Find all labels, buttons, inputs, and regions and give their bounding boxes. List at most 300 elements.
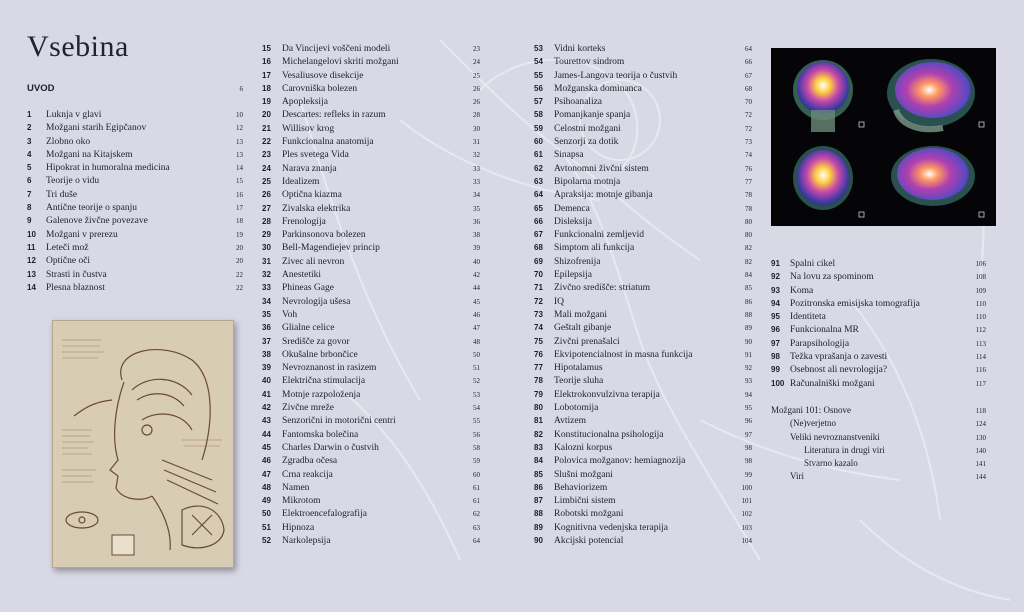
chapter-title: Kognitivna vedenjska terapija	[554, 522, 668, 533]
page-number: 110	[975, 313, 986, 322]
page-number: 44	[473, 284, 480, 293]
appendix-entry[interactable]	[771, 432, 986, 445]
chapter-number: 2	[27, 123, 32, 133]
chapter-number: 96	[771, 325, 780, 335]
appendix-entry[interactable]	[771, 405, 986, 418]
chapter-number: 21	[262, 123, 271, 133]
toc-entry[interactable]	[534, 257, 752, 270]
chapter-title: Idealizem	[282, 176, 320, 187]
page-number: 18	[236, 217, 243, 226]
chapter-number: 40	[262, 376, 271, 386]
chapter-title: Frenologija	[282, 216, 326, 227]
toc-column-3	[534, 44, 752, 549]
chapter-title: Mali možgani	[554, 309, 608, 320]
page-number: 80	[745, 231, 752, 240]
chapter-title: Mikrotom	[282, 496, 321, 507]
chapter-number: 34	[262, 296, 271, 306]
chapter-number: 17	[262, 70, 271, 80]
page-number: 16	[236, 190, 243, 199]
toc-entry[interactable]	[262, 97, 480, 110]
toc-entry[interactable]	[262, 376, 480, 389]
chapter-number: 16	[262, 57, 271, 67]
chapter-title: Apopleksija	[282, 97, 328, 108]
chapter-title: Električna stimulacija	[282, 376, 366, 387]
chapter-number: 60	[534, 137, 543, 147]
page-number: 93	[745, 377, 752, 386]
chapter-title: Tourettov sindrom	[554, 57, 625, 68]
chapter-number: 62	[534, 163, 543, 173]
chapter-title: Težka vprašanja o zavesti	[790, 352, 888, 363]
page-number: 70	[745, 98, 752, 107]
appendix-title: (Ne)verjetno	[790, 418, 836, 429]
toc-entry[interactable]	[534, 403, 752, 416]
toc-entry[interactable]	[534, 416, 752, 429]
chapter-title: Antične teorije o spanju	[46, 203, 138, 214]
chapter-title: Slušni možgani	[554, 469, 613, 480]
brain-scan-image	[771, 48, 996, 226]
chapter-number: 8	[27, 203, 32, 213]
chapter-number: 45	[262, 442, 271, 452]
toc-entry[interactable]	[262, 363, 480, 376]
page-number: 113	[975, 339, 986, 348]
toc-entry[interactable]	[27, 203, 243, 216]
page-number: 100	[741, 483, 752, 492]
chapter-title: Behaviorizem	[554, 482, 608, 493]
toc-entry[interactable]	[534, 150, 752, 163]
toc-entry[interactable]	[771, 286, 986, 299]
toc-entry[interactable]	[262, 483, 480, 496]
toc-entry[interactable]	[534, 110, 752, 123]
chapter-title: Živčne mreže	[282, 403, 334, 414]
chapter-number: 36	[262, 323, 271, 333]
toc-entry[interactable]	[534, 190, 752, 203]
toc-entry[interactable]	[262, 416, 480, 429]
toc-entry[interactable]	[534, 204, 752, 217]
toc-entry[interactable]	[27, 110, 243, 123]
toc-entry[interactable]	[262, 110, 480, 123]
page-number: 50	[473, 350, 480, 359]
chapter-number: 76	[534, 349, 543, 359]
page-number: 36	[473, 217, 480, 226]
appendix-entry[interactable]	[771, 418, 986, 431]
appendix-title: Veliki nevroznanstveniki	[790, 431, 880, 442]
toc-entry[interactable]	[262, 190, 480, 203]
toc-entry[interactable]	[27, 230, 243, 243]
toc-entry[interactable]	[534, 470, 752, 483]
page-number: 54	[473, 404, 480, 413]
toc-entry[interactable]	[534, 350, 752, 363]
toc-entry[interactable]	[262, 390, 480, 403]
toc-entry[interactable]	[534, 363, 752, 376]
toc-entry[interactable]	[534, 97, 752, 110]
chapter-number: 46	[262, 456, 271, 466]
page-number: 67	[745, 71, 752, 80]
page-number: 74	[745, 151, 752, 160]
page-number: 106	[975, 260, 986, 268]
toc-entry[interactable]	[771, 365, 986, 378]
page-number: 99	[745, 470, 752, 479]
toc-entry[interactable]	[262, 230, 480, 243]
toc-entry[interactable]	[534, 124, 752, 137]
chapter-title: Središče za govor	[282, 336, 350, 347]
chapter-number: 47	[262, 469, 271, 479]
toc-entry[interactable]	[262, 164, 480, 177]
page-number: 76	[745, 164, 752, 173]
chapter-number: 80	[534, 403, 543, 413]
toc-entry[interactable]	[534, 523, 752, 536]
page-number: 28	[473, 111, 480, 120]
chapter-title: Parapsihologija	[790, 338, 850, 349]
chapter-number: 27	[262, 203, 271, 213]
toc-entry[interactable]	[262, 456, 480, 469]
toc-entry[interactable]	[534, 177, 752, 190]
toc-entry[interactable]	[534, 297, 752, 310]
chapter-title: Bipolarna motnja	[554, 176, 621, 187]
toc-entry[interactable]	[534, 243, 752, 256]
page-number: 109	[975, 286, 986, 295]
toc-entry[interactable]	[534, 443, 752, 456]
chapter-number: 54	[534, 57, 543, 67]
page-number: 23	[473, 45, 480, 53]
page-number: 144	[975, 473, 986, 482]
toc-entry[interactable]	[771, 312, 986, 325]
toc-entry[interactable]	[262, 150, 480, 163]
chapter-title: Epilepsija	[554, 270, 592, 281]
page-number: 116	[975, 366, 986, 375]
chapter-number: 43	[262, 416, 271, 426]
chapter-number: 38	[262, 349, 271, 359]
chapter-number: 11	[27, 242, 36, 252]
chapter-number: 37	[262, 336, 271, 346]
page-number: 39	[473, 244, 480, 253]
toc-entry[interactable]	[771, 352, 986, 365]
chapter-title: Identiteta	[790, 312, 826, 323]
page-number: 90	[745, 337, 752, 346]
chapter-title: Motnje razpoloženja	[282, 389, 361, 400]
toc-entry[interactable]	[262, 71, 480, 84]
page-number: 42	[473, 271, 480, 280]
chapter-number: 99	[771, 365, 780, 375]
toc-entry[interactable]	[27, 123, 243, 136]
chapter-number: 14	[27, 282, 36, 292]
chapter-number: 31	[262, 256, 271, 266]
chapter-number: 23	[262, 150, 271, 160]
page-number: 88	[745, 310, 752, 319]
page-number: 82	[745, 257, 752, 266]
page-number: 64	[745, 45, 752, 53]
toc-entry[interactable]	[27, 283, 243, 296]
page-number: 26	[473, 98, 480, 107]
toc-entry[interactable]	[771, 379, 986, 392]
toc-entry[interactable]	[534, 390, 752, 403]
chapter-number: 78	[534, 376, 543, 386]
toc-entry[interactable]	[262, 310, 480, 323]
chapter-title: Namen	[282, 482, 310, 493]
page-number: 13	[236, 137, 243, 146]
chapter-title: Črna reakcija	[282, 469, 333, 480]
chapter-title: Konstitucionalna psihologija	[554, 429, 664, 440]
toc-entry[interactable]	[262, 257, 480, 270]
chapter-title: Charles Darwin o čustvih	[282, 442, 379, 453]
chapter-title: Luknja v glavi	[46, 110, 102, 120]
page-number: 33	[473, 177, 480, 186]
toc-entry[interactable]	[534, 164, 752, 177]
page-number: 10	[236, 111, 243, 119]
page-number: 52	[473, 377, 480, 386]
chapter-title: James-Langova teorija o čustvih	[554, 70, 678, 81]
chapter-number: 79	[534, 389, 543, 399]
toc-entry[interactable]	[27, 176, 243, 189]
chapter-title: Disleksija	[554, 216, 592, 227]
page-number: 24	[473, 58, 480, 67]
appendix-entry[interactable]	[771, 471, 986, 484]
chapter-title: Spalni cikel	[790, 259, 836, 269]
toc-entry[interactable]	[534, 57, 752, 70]
toc-entry[interactable]	[534, 270, 752, 283]
page-number: 92	[745, 364, 752, 373]
page-number: 34	[473, 191, 480, 200]
page-number: 22	[236, 270, 243, 279]
chapter-title: Zlobno oko	[46, 136, 91, 147]
toc-entry[interactable]	[534, 337, 752, 350]
toc-entry[interactable]	[534, 456, 752, 469]
chapter-number: 73	[534, 309, 543, 319]
page-number: 61	[473, 497, 480, 506]
toc-entry[interactable]	[534, 310, 752, 323]
chapter-title: Vidni korteks	[554, 44, 606, 54]
toc-entry[interactable]	[771, 259, 986, 272]
chapter-number: 26	[262, 190, 271, 200]
toc-entry[interactable]	[27, 190, 243, 203]
toc-entry[interactable]	[27, 150, 243, 163]
appendix-title: Viri	[790, 471, 804, 482]
chapter-title: Shizofrenija	[554, 256, 601, 267]
chapter-number: 59	[534, 123, 543, 133]
page-number: 82	[745, 244, 752, 253]
appendix-entry[interactable]	[771, 445, 986, 458]
chapter-title: Anestetiki	[282, 270, 322, 281]
toc-entry[interactable]	[262, 283, 480, 296]
toc-entry[interactable]	[27, 216, 243, 229]
toc-entry[interactable]	[27, 256, 243, 269]
page-number: 64	[473, 536, 480, 545]
chapter-number: 71	[534, 283, 543, 293]
page-number: 89	[745, 324, 752, 333]
toc-entry[interactable]	[262, 270, 480, 283]
toc-entry[interactable]	[27, 270, 243, 283]
intro-page: 6	[239, 85, 243, 93]
chapter-number: 56	[534, 83, 543, 93]
toc-entry[interactable]	[262, 44, 480, 57]
chapter-number: 30	[262, 243, 271, 253]
chapter-title: Možgani v prerezu	[46, 229, 118, 240]
toc-entry[interactable]	[771, 272, 986, 285]
toc-entry[interactable]	[534, 483, 752, 496]
page-number: 101	[741, 497, 752, 506]
toc-entry[interactable]	[534, 496, 752, 509]
toc-entry[interactable]	[262, 323, 480, 336]
chapter-number: 92	[771, 272, 780, 282]
page-number: 86	[745, 297, 752, 306]
toc-entry[interactable]	[27, 137, 243, 150]
page-number: 59	[473, 457, 480, 466]
chapter-title: Hipotalamus	[554, 363, 603, 374]
chapter-number: 82	[534, 429, 543, 439]
chapter-number: 1	[27, 110, 32, 119]
toc-entry[interactable]	[262, 430, 480, 443]
chapter-number: 55	[534, 70, 543, 80]
chapter-number: 6	[27, 176, 32, 186]
toc-entry[interactable]	[262, 124, 480, 137]
toc-entry[interactable]	[262, 350, 480, 363]
chapter-title: Descartes: refleks in razum	[282, 110, 386, 121]
toc-entry[interactable]	[262, 217, 480, 230]
page-number: 91	[745, 350, 752, 359]
chapter-number: 4	[27, 149, 32, 159]
page-number: 130	[975, 433, 986, 442]
toc-entry[interactable]	[534, 44, 752, 57]
chapter-number: 49	[262, 496, 271, 506]
page-number: 35	[473, 204, 480, 213]
toc-entry[interactable]	[534, 84, 752, 97]
page-number: 96	[745, 417, 752, 426]
chapter-title: Glialne celice	[282, 323, 335, 334]
chapter-title: Phineas Gage	[282, 283, 334, 294]
toc-entry[interactable]	[262, 496, 480, 509]
chapter-number: 52	[262, 535, 271, 545]
chapter-title: Nevrologija ušesa	[282, 296, 351, 307]
page-number: 141	[975, 460, 986, 469]
toc-entry[interactable]	[534, 230, 752, 243]
toc-entry[interactable]	[27, 163, 243, 176]
chapter-number: 13	[27, 269, 36, 279]
toc-entry[interactable]	[262, 523, 480, 536]
toc-entry[interactable]	[534, 137, 752, 150]
toc-entry[interactable]	[262, 297, 480, 310]
toc-entry[interactable]	[534, 509, 752, 522]
chapter-title: IQ	[554, 296, 565, 307]
toc-entry[interactable]	[534, 376, 752, 389]
chapter-title: Funkcionalni zemljevid	[554, 230, 644, 241]
chapter-title: Živec ali nevron	[282, 256, 345, 267]
page-number: 98	[745, 457, 752, 466]
chapter-title: Voh	[282, 309, 298, 320]
chapter-number: 98	[771, 352, 780, 362]
page-number: 22	[236, 283, 243, 292]
chapter-title: Koma	[790, 285, 814, 296]
page-number: 38	[473, 231, 480, 240]
page-number: 25	[473, 71, 480, 80]
page-number: 72	[745, 124, 752, 133]
chapter-title: Čarovniška bolezen	[282, 83, 358, 94]
chapter-number: 7	[27, 189, 32, 199]
page-number: 98	[745, 443, 752, 452]
toc-entry[interactable]	[262, 137, 480, 150]
chapter-title: Robotski možgani	[554, 509, 624, 520]
toc-entry[interactable]	[262, 243, 480, 256]
toc-appendix	[771, 405, 986, 485]
toc-entry[interactable]	[262, 57, 480, 70]
page-number: 58	[473, 443, 480, 452]
chapter-title: Teorije o vidu	[46, 176, 100, 187]
chapter-number: 28	[262, 216, 271, 226]
toc-entry[interactable]	[534, 536, 752, 549]
toc-entry[interactable]	[534, 283, 752, 296]
page-number: 60	[473, 470, 480, 479]
chapter-number: 32	[262, 270, 271, 280]
chapter-title: Živalska elektrika	[282, 203, 351, 214]
chapter-title: Funkcionalna anatomija	[282, 137, 374, 148]
chapter-title: Narava znanja	[282, 163, 337, 174]
toc-entry[interactable]	[262, 536, 480, 549]
toc-entry[interactable]	[262, 443, 480, 456]
page-number: 45	[473, 297, 480, 306]
chapter-number: 24	[262, 163, 271, 173]
page-number: 46	[473, 310, 480, 319]
chapter-title: Narkolepsija	[282, 535, 331, 546]
toc-entry[interactable]	[262, 177, 480, 190]
chapter-number: 18	[262, 83, 271, 93]
chapter-number: 41	[262, 389, 271, 399]
chapter-title: Senzorji za dotik	[554, 137, 619, 148]
chapter-number: 48	[262, 482, 271, 492]
toc-entry[interactable]	[262, 470, 480, 483]
chapter-title: Vesaliusove disekcije	[282, 70, 364, 81]
toc-entry[interactable]	[262, 403, 480, 416]
appendix-title: Možgani 101: Osnove	[771, 405, 851, 415]
chapter-title: Živčno središče: striatum	[554, 283, 651, 294]
page-number: 104	[741, 536, 752, 545]
chapter-title: Avtizem	[554, 416, 587, 427]
chapter-title: Tri duše	[46, 189, 78, 200]
appendix-title: Literatura in drugi viri	[804, 444, 885, 455]
chapter-number: 68	[534, 243, 543, 253]
page-number: 12	[236, 124, 243, 133]
toc-entry[interactable]	[262, 204, 480, 217]
page-number: 117	[975, 379, 986, 388]
page-number: 30	[473, 124, 480, 133]
chapter-title: Osebnost ali nevrologija?	[790, 365, 888, 376]
page-number: 14	[236, 164, 243, 173]
chapter-title: Ekvipotencialnost in masna funkcija	[554, 349, 693, 360]
page-number: 80	[745, 217, 752, 226]
intro-entry[interactable]	[27, 83, 243, 94]
chapter-number: 10	[27, 229, 36, 239]
toc-entry[interactable]	[534, 217, 752, 230]
page-number: 140	[975, 446, 986, 455]
toc-entry[interactable]	[534, 430, 752, 443]
toc-entry[interactable]	[771, 325, 986, 338]
chapter-number: 15	[262, 44, 271, 53]
chapter-title: Psihoanaliza	[554, 97, 603, 108]
toc-entry[interactable]	[262, 84, 480, 97]
toc-entry[interactable]	[262, 509, 480, 522]
chapter-title: Na lovu za spominom	[790, 272, 874, 283]
toc-entry[interactable]	[771, 299, 986, 312]
toc-entry[interactable]	[534, 323, 752, 336]
page-number: 66	[745, 58, 752, 67]
chapter-title: Teorije sluha	[554, 376, 604, 387]
toc-entry[interactable]	[771, 339, 986, 352]
toc-entry[interactable]	[27, 243, 243, 256]
page-title: Vsebina	[27, 30, 129, 63]
appendix-entry[interactable]	[771, 458, 986, 471]
toc-entry[interactable]	[262, 337, 480, 350]
chapter-title: Hipnoza	[282, 522, 315, 533]
chapter-number: 94	[771, 298, 780, 308]
chapter-title: Možgani na Kitajskem	[46, 149, 133, 160]
toc-entry[interactable]	[534, 71, 752, 84]
